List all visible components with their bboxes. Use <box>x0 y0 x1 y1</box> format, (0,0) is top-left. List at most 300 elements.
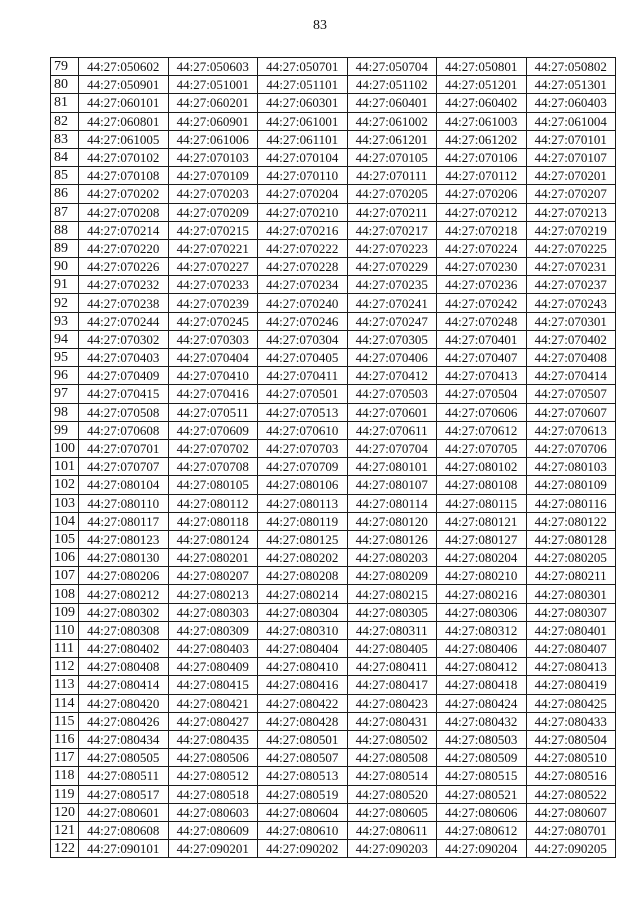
cadastral-number-cell: 44:27:080309 <box>168 621 258 639</box>
cadastral-number-cell: 44:27:080102 <box>437 458 527 476</box>
cadastral-number-cell: 44:27:080203 <box>347 549 437 567</box>
table-row <box>51 603 616 621</box>
table-row <box>51 840 616 858</box>
cadastral-number-cell: 44:27:080509 <box>437 749 527 767</box>
cadastral-number-cell: 44:27:080116 <box>526 494 616 512</box>
cadastral-number-cell: 44:27:070406 <box>347 349 437 367</box>
cadastral-number-cell: 44:27:080419 <box>526 676 616 694</box>
cadastral-number-cell: 44:27:080123 <box>79 530 169 548</box>
cadastral-number-cell: 44:27:070206 <box>437 185 527 203</box>
cadastral-number-cell: 44:27:070415 <box>79 385 169 403</box>
table-row <box>51 330 616 348</box>
cadastral-number-cell: 44:27:080125 <box>258 530 348 548</box>
cadastral-number-cell: 44:27:050901 <box>79 76 169 94</box>
cadastral-number-cell: 44:27:080432 <box>437 712 527 730</box>
cadastral-number-cell: 44:27:080406 <box>437 640 527 658</box>
row-number: 81 <box>51 94 79 112</box>
cadastral-number-cell: 44:27:070612 <box>437 421 527 439</box>
table-row <box>51 567 616 585</box>
cadastral-number-cell: 44:27:070103 <box>168 148 258 166</box>
table-row <box>51 112 616 130</box>
cadastral-number-cell: 44:27:070305 <box>347 330 437 348</box>
cadastral-number-cell: 44:27:080505 <box>79 749 169 767</box>
cadastral-number-cell: 44:27:080107 <box>347 476 437 494</box>
cadastral-number-cell: 44:27:070245 <box>168 312 258 330</box>
row-number: 88 <box>51 221 79 239</box>
cadastral-number-cell: 44:27:070606 <box>437 403 527 421</box>
table-row <box>51 458 616 476</box>
cadastral-number-cell: 44:27:080420 <box>79 694 169 712</box>
cadastral-number-cell: 44:27:070232 <box>79 276 169 294</box>
cadastral-number-cell: 44:27:070208 <box>79 203 169 221</box>
cadastral-number-cell: 44:27:060901 <box>168 112 258 130</box>
cadastral-number-cell: 44:27:080414 <box>79 676 169 694</box>
row-number: 99 <box>51 421 79 439</box>
cadastral-number-cell: 44:27:070111 <box>347 167 437 185</box>
row-number: 84 <box>51 148 79 166</box>
cadastral-number-cell: 44:27:080603 <box>168 803 258 821</box>
cadastral-number-cell: 44:27:080513 <box>258 767 348 785</box>
cadastral-number-cell: 44:27:070243 <box>526 294 616 312</box>
table-row <box>51 585 616 603</box>
cadastral-number-cell: 44:27:070401 <box>437 330 527 348</box>
cadastral-number-cell: 44:27:080308 <box>79 621 169 639</box>
cadastral-number-cell: 44:27:080413 <box>526 658 616 676</box>
row-number: 90 <box>51 258 79 276</box>
cadastral-number-cell: 44:27:090201 <box>168 840 258 858</box>
row-number: 118 <box>51 767 79 785</box>
row-number: 120 <box>51 803 79 821</box>
row-number: 96 <box>51 367 79 385</box>
cadastral-number-cell: 44:27:050802 <box>526 58 616 76</box>
cadastral-number-cell: 44:27:061002 <box>347 112 437 130</box>
cadastral-number-cell: 44:27:070105 <box>347 148 437 166</box>
cadastral-number-cell: 44:27:070302 <box>79 330 169 348</box>
row-number: 79 <box>51 58 79 76</box>
cadastral-number-cell: 44:27:070104 <box>258 148 348 166</box>
row-number: 106 <box>51 549 79 567</box>
cadastral-number-cell: 44:27:060402 <box>437 94 527 112</box>
cadastral-number-cell: 44:27:080407 <box>526 640 616 658</box>
cadastral-number-cell: 44:27:080519 <box>258 785 348 803</box>
cadastral-number-cell: 44:27:070412 <box>347 367 437 385</box>
cadastral-number-cell: 44:27:070413 <box>437 367 527 385</box>
cadastral-number-cell: 44:27:070101 <box>526 130 616 148</box>
cadastral-number-cell: 44:27:080512 <box>168 767 258 785</box>
cadastral-number-cell: 44:27:080431 <box>347 712 437 730</box>
cadastral-number-cell: 44:27:070701 <box>79 439 169 457</box>
cadastral-number-cell: 44:27:070110 <box>258 167 348 185</box>
cadastral-number-cell: 44:27:080205 <box>526 549 616 567</box>
cadastral-number-cell: 44:27:070201 <box>526 167 616 185</box>
cadastral-number-cell: 44:27:070304 <box>258 330 348 348</box>
cadastral-number-cell: 44:27:070210 <box>258 203 348 221</box>
cadastral-number-cell: 44:27:080106 <box>258 476 348 494</box>
cadastral-number-cell: 44:27:080411 <box>347 658 437 676</box>
cadastral-number-cell: 44:27:080415 <box>168 676 258 694</box>
cadastral-number-cell: 44:27:070410 <box>168 367 258 385</box>
table-row <box>51 476 616 494</box>
row-number: 113 <box>51 676 79 694</box>
cadastral-number-cell: 44:27:080305 <box>347 603 437 621</box>
cadastral-number-cell: 44:27:061006 <box>168 130 258 148</box>
cadastral-number-cell: 44:27:061001 <box>258 112 348 130</box>
cadastral-number-cell: 44:27:070235 <box>347 276 437 294</box>
cadastral-number-cell: 44:27:070216 <box>258 221 348 239</box>
cadastral-number-cell: 44:27:070223 <box>347 239 437 257</box>
cadastral-number-cell: 44:27:050704 <box>347 58 437 76</box>
table-row <box>51 312 616 330</box>
cadastral-number-cell: 44:27:080611 <box>347 821 437 839</box>
cadastral-number-cell: 44:27:080302 <box>79 603 169 621</box>
row-number: 122 <box>51 840 79 858</box>
cadastral-number-cell: 44:27:080428 <box>258 712 348 730</box>
cadastral-number-cell: 44:27:070404 <box>168 349 258 367</box>
cadastral-number-cell: 44:27:080607 <box>526 803 616 821</box>
table-row <box>51 185 616 203</box>
cadastral-number-cell: 44:27:080207 <box>168 567 258 585</box>
cadastral-number-cell: 44:27:070109 <box>168 167 258 185</box>
cadastral-number-cell: 44:27:070107 <box>526 148 616 166</box>
cadastral-number-cell: 44:27:070511 <box>168 403 258 421</box>
table-row <box>51 94 616 112</box>
cadastral-number-cell: 44:27:080210 <box>437 567 527 585</box>
row-number: 110 <box>51 621 79 639</box>
cadastral-number-cell: 44:27:080130 <box>79 549 169 567</box>
cadastral-number-cell: 44:27:080423 <box>347 694 437 712</box>
cadastral-number-cell: 44:27:080508 <box>347 749 437 767</box>
cadastral-number-cell: 44:27:080511 <box>79 767 169 785</box>
cadastral-number-cell: 44:27:080110 <box>79 494 169 512</box>
table-row <box>51 58 616 76</box>
cadastral-number-cell: 44:27:090205 <box>526 840 616 858</box>
row-number: 114 <box>51 694 79 712</box>
cadastral-number-cell: 44:27:090101 <box>79 840 169 858</box>
cadastral-number-cell: 44:27:080104 <box>79 476 169 494</box>
cadastral-number-cell: 44:27:070218 <box>437 221 527 239</box>
cadastral-number-cell: 44:27:070102 <box>79 148 169 166</box>
cadastral-number-cell: 44:27:080216 <box>437 585 527 603</box>
cadastral-number-cell: 44:27:070608 <box>79 421 169 439</box>
cadastral-number-cell: 44:27:080115 <box>437 494 527 512</box>
table-row <box>51 276 616 294</box>
cadastral-number-cell: 44:27:080310 <box>258 621 348 639</box>
row-number: 121 <box>51 821 79 839</box>
table-row <box>51 385 616 403</box>
cadastral-number-cell: 44:27:070709 <box>258 458 348 476</box>
cadastral-number-cell: 44:27:051201 <box>437 76 527 94</box>
cadastral-number-cell: 44:27:080124 <box>168 530 258 548</box>
cadastral-number-cell: 44:27:070703 <box>258 439 348 457</box>
cadastral-number-cell: 44:27:080601 <box>79 803 169 821</box>
row-number: 103 <box>51 494 79 512</box>
cadastral-number-cell: 44:27:080409 <box>168 658 258 676</box>
cadastral-number-cell: 44:27:070212 <box>437 203 527 221</box>
cadastral-number-cell: 44:27:070242 <box>437 294 527 312</box>
cadastral-number-cell: 44:27:080405 <box>347 640 437 658</box>
cadastral-number-cell: 44:27:080510 <box>526 749 616 767</box>
row-number: 115 <box>51 712 79 730</box>
row-number: 102 <box>51 476 79 494</box>
cadastral-number-cell: 44:27:080127 <box>437 530 527 548</box>
cadastral-number-cell: 44:27:080501 <box>258 730 348 748</box>
cadastral-number-cell: 44:27:070303 <box>168 330 258 348</box>
cadastral-number-cell: 44:27:060401 <box>347 94 437 112</box>
cadastral-number-cell: 44:27:080506 <box>168 749 258 767</box>
cadastral-number-cell: 44:27:080204 <box>437 549 527 567</box>
table-row <box>51 730 616 748</box>
row-number: 93 <box>51 312 79 330</box>
cadastral-number-cell: 44:27:070233 <box>168 276 258 294</box>
cadastral-number-cell: 44:27:070204 <box>258 185 348 203</box>
cadastral-number-cell: 44:27:070106 <box>437 148 527 166</box>
table-row <box>51 767 616 785</box>
cadastral-number-cell: 44:27:070403 <box>79 349 169 367</box>
cadastral-number-cell: 44:27:080609 <box>168 821 258 839</box>
cadastral-number-cell: 44:27:080201 <box>168 549 258 567</box>
cadastral-number-cell: 44:27:070239 <box>168 294 258 312</box>
cadastral-number-cell: 44:27:080418 <box>437 676 527 694</box>
cadastral-number-cell: 44:27:080604 <box>258 803 348 821</box>
cadastral-number-cell: 44:27:070112 <box>437 167 527 185</box>
cadastral-number-cell: 44:27:070501 <box>258 385 348 403</box>
table-row <box>51 130 616 148</box>
table-row <box>51 712 616 730</box>
table-row <box>51 221 616 239</box>
row-number: 119 <box>51 785 79 803</box>
cadastral-number-cell: 44:27:070705 <box>437 439 527 457</box>
cadastral-number-cell: 44:27:080403 <box>168 640 258 658</box>
cadastral-number-cell: 44:27:080410 <box>258 658 348 676</box>
cadastral-number-cell: 44:27:070416 <box>168 385 258 403</box>
cadastral-number-cell: 44:27:080126 <box>347 530 437 548</box>
cadastral-number-cell: 44:27:080402 <box>79 640 169 658</box>
row-number: 89 <box>51 239 79 257</box>
cadastral-number-cell: 44:27:070237 <box>526 276 616 294</box>
cadastral-number-cell: 44:27:080514 <box>347 767 437 785</box>
cadastral-number-cell: 44:27:061202 <box>437 130 527 148</box>
cadastral-number-cell: 44:27:080122 <box>526 512 616 530</box>
cadastral-number-cell: 44:27:070222 <box>258 239 348 257</box>
cadastral-number-cell: 44:27:080435 <box>168 730 258 748</box>
cadastral-number-cell: 44:27:080502 <box>347 730 437 748</box>
cadastral-number-cell: 44:27:070246 <box>258 312 348 330</box>
cadastral-number-cell: 44:27:080208 <box>258 567 348 585</box>
cadastral-number-cell: 44:27:070301 <box>526 312 616 330</box>
cadastral-number-cell: 44:27:070609 <box>168 421 258 439</box>
cadastral-number-cell: 44:27:080312 <box>437 621 527 639</box>
row-number: 116 <box>51 730 79 748</box>
cadastral-number-cell: 44:27:070707 <box>79 458 169 476</box>
row-number: 108 <box>51 585 79 603</box>
cadastral-number-cell: 44:27:050602 <box>79 58 169 76</box>
cadastral-number-cell: 44:27:080612 <box>437 821 527 839</box>
row-number: 82 <box>51 112 79 130</box>
cadastral-number-cell: 44:27:070241 <box>347 294 437 312</box>
cadastral-number-cell: 44:27:070205 <box>347 185 437 203</box>
cadastral-number-cell: 44:27:080128 <box>526 530 616 548</box>
row-number: 91 <box>51 276 79 294</box>
cadastral-number-cell: 44:27:070240 <box>258 294 348 312</box>
cadastral-number-cell: 44:27:061005 <box>79 130 169 148</box>
cadastral-number-cell: 44:27:070203 <box>168 185 258 203</box>
table-row <box>51 512 616 530</box>
cadastral-number-cell: 44:27:070227 <box>168 258 258 276</box>
cadastral-number-cell: 44:27:080522 <box>526 785 616 803</box>
row-number: 92 <box>51 294 79 312</box>
cadastral-number-cell: 44:27:080434 <box>79 730 169 748</box>
row-number: 111 <box>51 640 79 658</box>
cadastral-number-cell: 44:27:080605 <box>347 803 437 821</box>
cadastral-number-cell: 44:27:080304 <box>258 603 348 621</box>
cadastral-number-cell: 44:27:070224 <box>437 239 527 257</box>
cadastral-number-cell: 44:27:080113 <box>258 494 348 512</box>
table-row <box>51 658 616 676</box>
cadastral-number-cell: 44:27:070247 <box>347 312 437 330</box>
cadastral-number-cell: 44:27:070513 <box>258 403 348 421</box>
row-number: 86 <box>51 185 79 203</box>
table-row <box>51 76 616 94</box>
table-row <box>51 621 616 639</box>
row-number: 94 <box>51 330 79 348</box>
cadastral-number-cell: 44:27:080108 <box>437 476 527 494</box>
cadastral-number-cell: 44:27:070217 <box>347 221 437 239</box>
cadastral-number-cell: 44:27:080112 <box>168 494 258 512</box>
row-number: 100 <box>51 439 79 457</box>
cadastral-number-cell: 44:27:070504 <box>437 385 527 403</box>
cadastral-number-cell: 44:27:070108 <box>79 167 169 185</box>
cadastral-number-cell: 44:27:070411 <box>258 367 348 385</box>
cadastral-number-cell: 44:27:080118 <box>168 512 258 530</box>
cadastral-number-cell: 44:27:070209 <box>168 203 258 221</box>
cadastral-number-cell: 44:27:080701 <box>526 821 616 839</box>
cadastral-number-cell: 44:27:070230 <box>437 258 527 276</box>
cadastral-number-cell: 44:27:050701 <box>258 58 348 76</box>
row-number: 95 <box>51 349 79 367</box>
cadastral-number-cell: 44:27:080105 <box>168 476 258 494</box>
table-row <box>51 640 616 658</box>
cadastral-number-cell: 44:27:080425 <box>526 694 616 712</box>
cadastral-number-cell: 44:27:080404 <box>258 640 348 658</box>
cadastral-number-cell: 44:27:070402 <box>526 330 616 348</box>
cadastral-number-cell: 44:27:080117 <box>79 512 169 530</box>
cadastral-table <box>50 57 616 858</box>
cadastral-number-cell: 44:27:051101 <box>258 76 348 94</box>
table-row <box>51 258 616 276</box>
table-row <box>51 294 616 312</box>
cadastral-number-cell: 44:27:080412 <box>437 658 527 676</box>
table-row <box>51 421 616 439</box>
cadastral-number-cell: 44:27:080120 <box>347 512 437 530</box>
cadastral-number-cell: 44:27:080608 <box>79 821 169 839</box>
table-row <box>51 367 616 385</box>
cadastral-number-cell: 44:27:070234 <box>258 276 348 294</box>
cadastral-number-cell: 44:27:070702 <box>168 439 258 457</box>
cadastral-number-cell: 44:27:070610 <box>258 421 348 439</box>
table-row <box>51 148 616 166</box>
cadastral-number-cell: 44:27:080215 <box>347 585 437 603</box>
cadastral-number-cell: 44:27:070236 <box>437 276 527 294</box>
cadastral-number-cell: 44:27:070706 <box>526 439 616 457</box>
table-row <box>51 403 616 421</box>
cadastral-number-cell: 44:27:090204 <box>437 840 527 858</box>
cadastral-number-cell: 44:27:070244 <box>79 312 169 330</box>
cadastral-number-cell: 44:27:090203 <box>347 840 437 858</box>
cadastral-number-cell: 44:27:060801 <box>79 112 169 130</box>
cadastral-number-cell: 44:27:070704 <box>347 439 437 457</box>
table-row <box>51 203 616 221</box>
cadastral-number-cell: 44:27:080606 <box>437 803 527 821</box>
row-number: 80 <box>51 76 79 94</box>
row-number: 109 <box>51 603 79 621</box>
cadastral-number-cell: 44:27:080416 <box>258 676 348 694</box>
cadastral-number-cell: 44:27:070219 <box>526 221 616 239</box>
row-number: 87 <box>51 203 79 221</box>
cadastral-number-cell: 44:27:061003 <box>437 112 527 130</box>
table-body <box>51 58 616 858</box>
cadastral-number-cell: 44:27:070220 <box>79 239 169 257</box>
cadastral-number-cell: 44:27:080433 <box>526 712 616 730</box>
row-number: 85 <box>51 167 79 185</box>
table-row <box>51 167 616 185</box>
cadastral-number-cell: 44:27:080209 <box>347 567 437 585</box>
cadastral-number-cell: 44:27:080610 <box>258 821 348 839</box>
row-number: 107 <box>51 567 79 585</box>
cadastral-number-cell: 44:27:060101 <box>79 94 169 112</box>
cadastral-number-cell: 44:27:051102 <box>347 76 437 94</box>
table-row <box>51 694 616 712</box>
cadastral-number-cell: 44:27:070607 <box>526 403 616 421</box>
cadastral-number-cell: 44:27:051001 <box>168 76 258 94</box>
cadastral-number-cell: 44:27:080306 <box>437 603 527 621</box>
cadastral-number-cell: 44:27:080311 <box>347 621 437 639</box>
cadastral-number-cell: 44:27:070409 <box>79 367 169 385</box>
cadastral-number-cell: 44:27:080114 <box>347 494 437 512</box>
cadastral-number-cell: 44:27:080121 <box>437 512 527 530</box>
table-row <box>51 821 616 839</box>
cadastral-number-cell: 44:27:080426 <box>79 712 169 730</box>
cadastral-number-cell: 44:27:070231 <box>526 258 616 276</box>
cadastral-number-cell: 44:27:080401 <box>526 621 616 639</box>
cadastral-number-cell: 44:27:070211 <box>347 203 437 221</box>
cadastral-number-cell: 44:27:080202 <box>258 549 348 567</box>
cadastral-number-cell: 44:27:050801 <box>437 58 527 76</box>
cadastral-number-cell: 44:27:080515 <box>437 767 527 785</box>
row-number: 98 <box>51 403 79 421</box>
row-number: 83 <box>51 130 79 148</box>
cadastral-number-cell: 44:27:070202 <box>79 185 169 203</box>
cadastral-number-cell: 44:27:080518 <box>168 785 258 803</box>
table-row <box>51 349 616 367</box>
cadastral-number-cell: 44:27:080211 <box>526 567 616 585</box>
row-number: 101 <box>51 458 79 476</box>
cadastral-number-cell: 44:27:080521 <box>437 785 527 803</box>
cadastral-number-cell: 44:27:080307 <box>526 603 616 621</box>
cadastral-number-cell: 44:27:070221 <box>168 239 258 257</box>
cadastral-number-cell: 44:27:080212 <box>79 585 169 603</box>
cadastral-number-cell: 44:27:070238 <box>79 294 169 312</box>
cadastral-number-cell: 44:27:061101 <box>258 130 348 148</box>
cadastral-number-cell: 44:27:080507 <box>258 749 348 767</box>
cadastral-number-cell: 44:27:070601 <box>347 403 437 421</box>
cadastral-number-cell: 44:27:060301 <box>258 94 348 112</box>
page-number: 83 <box>313 18 327 33</box>
cadastral-number-cell: 44:27:070229 <box>347 258 437 276</box>
cadastral-number-cell: 44:27:080408 <box>79 658 169 676</box>
table-row <box>51 803 616 821</box>
cadastral-number-cell: 44:27:070225 <box>526 239 616 257</box>
cadastral-number-cell: 44:27:080422 <box>258 694 348 712</box>
